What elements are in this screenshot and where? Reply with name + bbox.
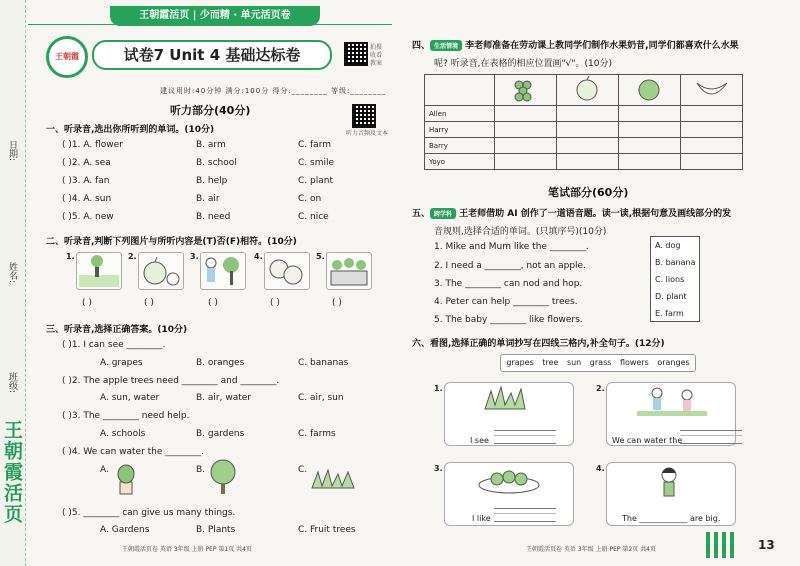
q3-option-a: A. grapes [100,358,143,368]
answer-blank[interactable]: ( ) [270,298,280,308]
q6-sentence: I like [472,514,491,523]
footer-right: 王朝霞活页卷 英语 3年级 上册 PEP 第2页 共4页 [526,546,656,553]
q5-heading-cont: 音规则,选择合适的单词。(只填序号)(10分) [434,227,607,237]
q5-heading: 五、 跨学科 王老师借助 AI 创作了一道语音题。读一读,根据句意及画线部分的发 [412,209,732,219]
grass-icon [310,468,356,490]
top-banner: 王朝霞活页 | 少而精 · 单元活页卷 [110,6,320,26]
q2-picture-oranges [264,252,310,290]
q3-option-c: C. [298,465,308,475]
q6-sentence: We can water the [612,436,683,445]
answer-blank[interactable]: ( ) [82,298,92,308]
page-number: 13 [758,538,775,552]
q3-option-c: C. Fruit trees [298,525,356,535]
q2-picture-garden [326,252,372,290]
class-label: 班级: [7,372,17,394]
q3-option-b: B. [196,465,206,475]
answer-blank[interactable]: ( ) [208,298,218,308]
q3-option-a: A. schools [100,429,146,439]
q1-option-c: C. on [298,194,322,204]
q1-option-b: B. help [196,176,228,186]
name-label: 姓名: [7,262,17,284]
q1-option-c: C. nice [298,212,329,222]
q6-number: 1. [434,384,443,393]
q3-option-c: C. bananas [298,358,349,368]
q3-option-b: B. Plants [196,525,236,535]
decorative-bars [706,532,736,558]
q3-option-a: A. [100,465,109,475]
q5-tag: 跨学科 [430,208,456,219]
q6-sentence: I see [470,436,489,445]
q3-option-a: A. Gardens [100,525,150,535]
q3-option-b: B. gardens [196,429,245,439]
q3-option-c: C. farms [298,429,336,439]
q1-option-c: C. plant [298,176,333,186]
table-row-name: Harry [425,122,495,138]
q1-row: ( )2. A. sea [62,158,111,168]
q6-number: 4. [596,464,605,473]
grapes-icon [495,75,557,106]
q6-number: 3. [434,464,443,473]
q4-heading: 四、 生活情境 李老师准备在劳动课上教同学们制作水果奶昔,同学们都喜欢什么水果 [412,41,739,51]
q6-heading: 六、看图,选择正确的单词抄写在四线三格内,补全句子。(12分) [412,339,665,349]
page-title: 试卷7 Unit 4 基础达标卷 [92,40,332,70]
q1-option-c: C. smile [298,158,334,168]
q5-option-box [650,236,700,322]
table-row-name: Barry [425,138,495,154]
four-line-grid[interactable] [494,430,556,444]
potted-plant-icon [112,462,140,496]
q3-stem: ( )5. ________ can give us many things. [62,508,236,518]
q1-option-c: C. farm [298,140,331,150]
q1-option-b: B. air [196,194,220,204]
q6-word-bank: grapes tree sun grass flowers oranges [500,354,696,372]
answer-blank[interactable]: ( ) [144,298,154,308]
q1-option-b: B. school [196,158,237,168]
q6-number: 2. [596,384,605,393]
qr-caption: 拍摄 收看 教案 [370,44,383,67]
q1-row: ( )5. A. new [62,212,114,222]
q1-option-b: B. arm [196,140,226,150]
q3-heading: 三、听录音,选择正确答案。(10分) [46,325,188,335]
test-meta: 建议用时:40分钟 满分:100分 得分:________ 等级:________ [160,87,387,95]
q2-number: 3. [190,252,199,261]
brand-logo-vertical: 王朝霞活页 [1,420,23,525]
audio-qr-code-icon[interactable] [352,104,376,128]
qr-code-icon[interactable] [344,42,368,66]
q5-item: 3. The ________ can nod and hop. [434,279,583,289]
q3-option-c: C. air, sun [298,393,344,403]
four-line-grid[interactable] [494,508,556,522]
q4-heading-cont: 呢? 听录音,在表格的相应位置画"√"。(10分) [434,59,612,69]
q2-number: 4. [254,252,263,261]
q1-row: ( )3. A. fan [62,176,110,186]
q5-option: A. dog [655,241,681,250]
q6-sentence: The ____________ are big. [622,514,721,523]
orange-icon [619,75,681,106]
q3-stem: ( )4. We can water the ________. [62,447,205,457]
q5-item: 4. Peter can help ________ trees. [434,297,578,307]
q2-picture-children [200,252,246,290]
q3-option-b: B. air, water [196,393,251,403]
table-row-name: Allen [425,106,495,122]
q3-stem: ( )2. The apple trees need ________ and ________. [62,376,280,386]
header-divider [28,24,392,25]
banana-icon [681,75,743,106]
tree-icon [208,458,238,496]
footer-left: 王朝霞活页卷 英语 3年级 上册 PEP 第1页 共4页 [122,546,252,553]
q5-option: B. banana [655,258,696,267]
q1-row: ( )4. A. sun [62,194,112,204]
audio-qr-caption: 听力音频及文本 [346,130,389,137]
answer-blank[interactable]: ( ) [332,298,342,308]
q3-stem: ( )3. The ________ need help. [62,411,190,421]
q1-option-b: B. need [196,212,231,222]
q3-option-b: B. oranges [196,358,245,368]
q3-option-a: A. sun, water [100,393,160,403]
q5-option: C. lions [655,275,685,284]
fruit-table [424,74,743,170]
q5-option: D. plant [655,292,687,301]
q2-number: 1. [66,252,75,261]
brand-logo: 王朝霞 [46,36,88,78]
q5-option: E. farm [655,309,684,318]
q3-stem: ( )1. I can see ________. [62,340,166,350]
four-line-grid[interactable] [680,430,742,444]
q2-picture-farm [76,252,122,290]
binding-margin [0,0,26,566]
apple-icon [557,75,619,106]
q4-tag: 生活情境 [430,40,462,51]
q1-heading: 一、听录音,选出你所听到的单词。(10分) [46,125,215,135]
q1-row: ( )1. A. flower [62,140,123,150]
q5-item: 1. Mike and Mum like the ________. [434,242,589,252]
written-title: 笔试部分(60分) [548,186,629,199]
q2-picture-apple [138,252,184,290]
table-row-name: Yoyo [425,154,495,170]
q2-number: 2. [128,252,137,261]
q2-heading: 二、听录音,判断下列图片与所听内容是(T)否(F)相符。(10分) [46,237,297,247]
q2-number: 5. [316,252,325,261]
listening-title: 听力部分(40分) [170,104,251,117]
date-label: 日期: [7,140,17,162]
q5-item: 2. I need a ________, not an apple. [434,261,586,271]
q5-item: 5. The baby ________ like flowers. [434,315,583,325]
